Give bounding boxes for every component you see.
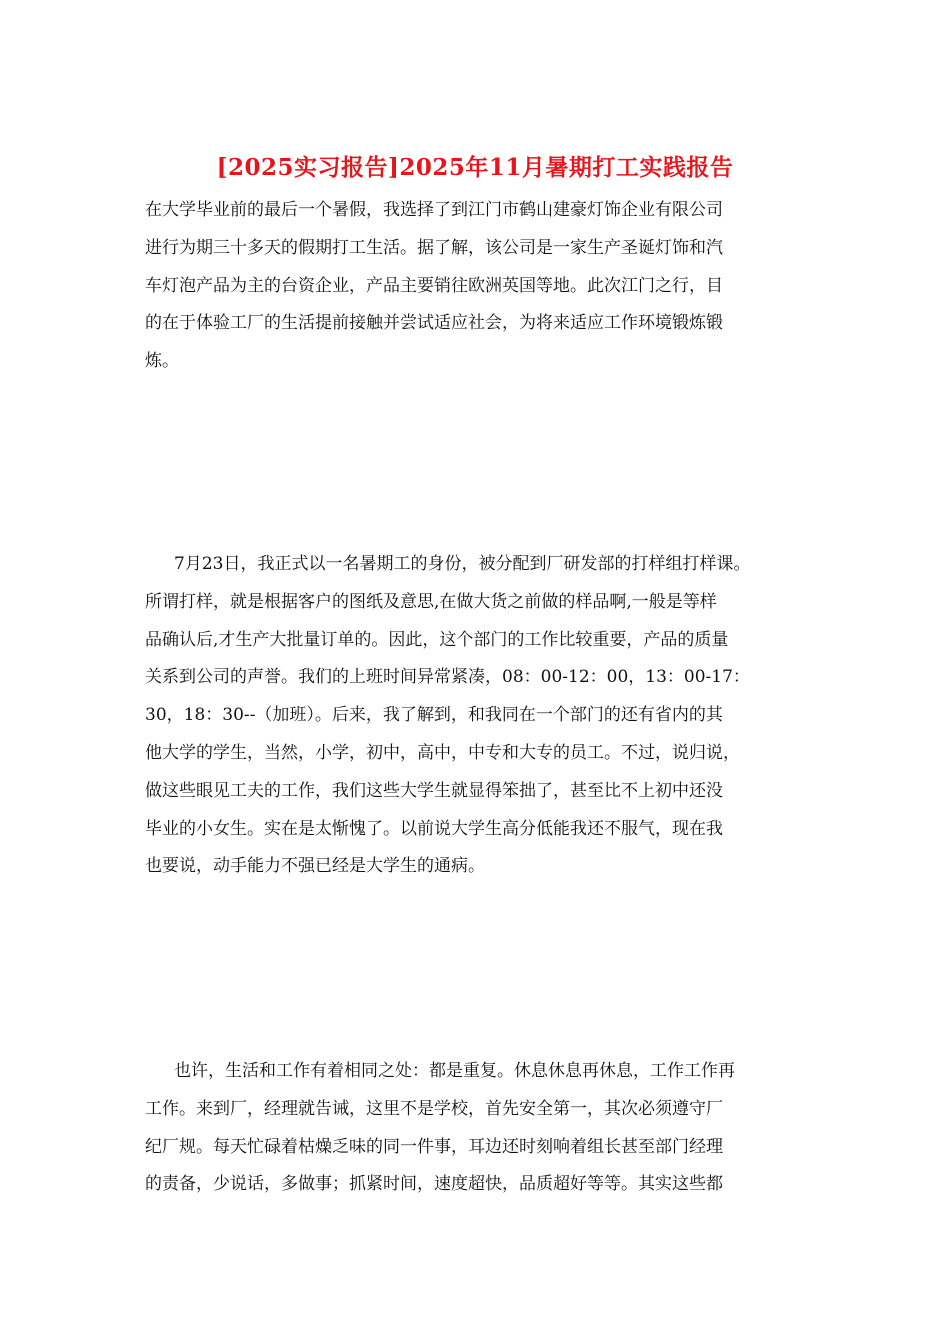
paragraph-line: 的在于体验工厂的生活提前接触并尝试适应社会，为将来适应工作环境锻炼锻 xyxy=(145,313,723,334)
paragraph-line: 他大学的学生，当然，小学，初中，高中，中专和大专的员工。不过，说归说， xyxy=(145,742,740,763)
paragraph-line: 工作。来到厂，经理就告诫，这里不是学校，首先安全第一，其次必须遵守厂 xyxy=(145,1098,723,1119)
paragraph-line: 的责备，少说话，多做事；抓紧时间，速度超快，品质超好等等。其实这些都 xyxy=(145,1174,723,1195)
paragraph-line: 做这些眼见工夫的工作，我们这些大学生就显得笨拙了，甚至比不上初中还没 xyxy=(145,780,723,801)
paragraph-line: 品确认后,才生产大批量订单的。因此，这个部门的工作比较重要，产品的质量 xyxy=(145,629,729,650)
paragraph-line: 也许，生活和工作有着相同之处：都是重复。休息休息再休息，工作工作再 xyxy=(174,1061,735,1081)
paragraph-line: 进行为期三十多天的假期打工生活。据了解，该公司是一家生产圣诞灯饰和汽 xyxy=(145,237,723,258)
paragraph-line: 关系到公司的声誉。我们的上班时间异常紧凑，08：00-12：00，13：00-17： xyxy=(145,667,750,688)
paragraph-line: 毕业的小女生。实在是太惭愧了。以前说大学生高分低能我还不服气，现在我 xyxy=(145,818,723,839)
paragraph-line: 炼。 xyxy=(145,351,179,372)
paragraph-line: 在大学毕业前的最后一个暑假，我选择了到江门市鹤山建豪灯饰企业有限公司 xyxy=(145,200,723,220)
document-title: [2025实习报告]2025年11月暑期打工实践报告 xyxy=(216,154,734,181)
paragraph-line: 纪厂规。每天忙碌着枯燥乏味的同一件事，耳边还时刻响着组长甚至部门经理 xyxy=(145,1136,723,1157)
paragraph-2 xyxy=(145,546,820,886)
paragraph-line: 也要说，动手能力不强已经是大学生的通病。 xyxy=(145,856,485,877)
paragraph-line: 7月23日，我正式以一名暑期工的身份，被分配到厂研发部的打样组打样课。 xyxy=(174,554,751,574)
paragraph-line: 30，18：30--（加班）。后来，我了解到，和我同在一个部门的还有省内的其 xyxy=(145,705,723,726)
paragraph-line: 所谓打样，就是根据客户的图纸及意思,在做大货之前做的样品啊,一般是等样 xyxy=(145,591,717,612)
paragraph-line: 车灯泡产品为主的台资企业，产品主要销往欧洲英国等地。此次江门之行，目 xyxy=(145,275,723,296)
paragraph-1 xyxy=(145,192,820,381)
paragraph-3 xyxy=(145,1053,820,1204)
